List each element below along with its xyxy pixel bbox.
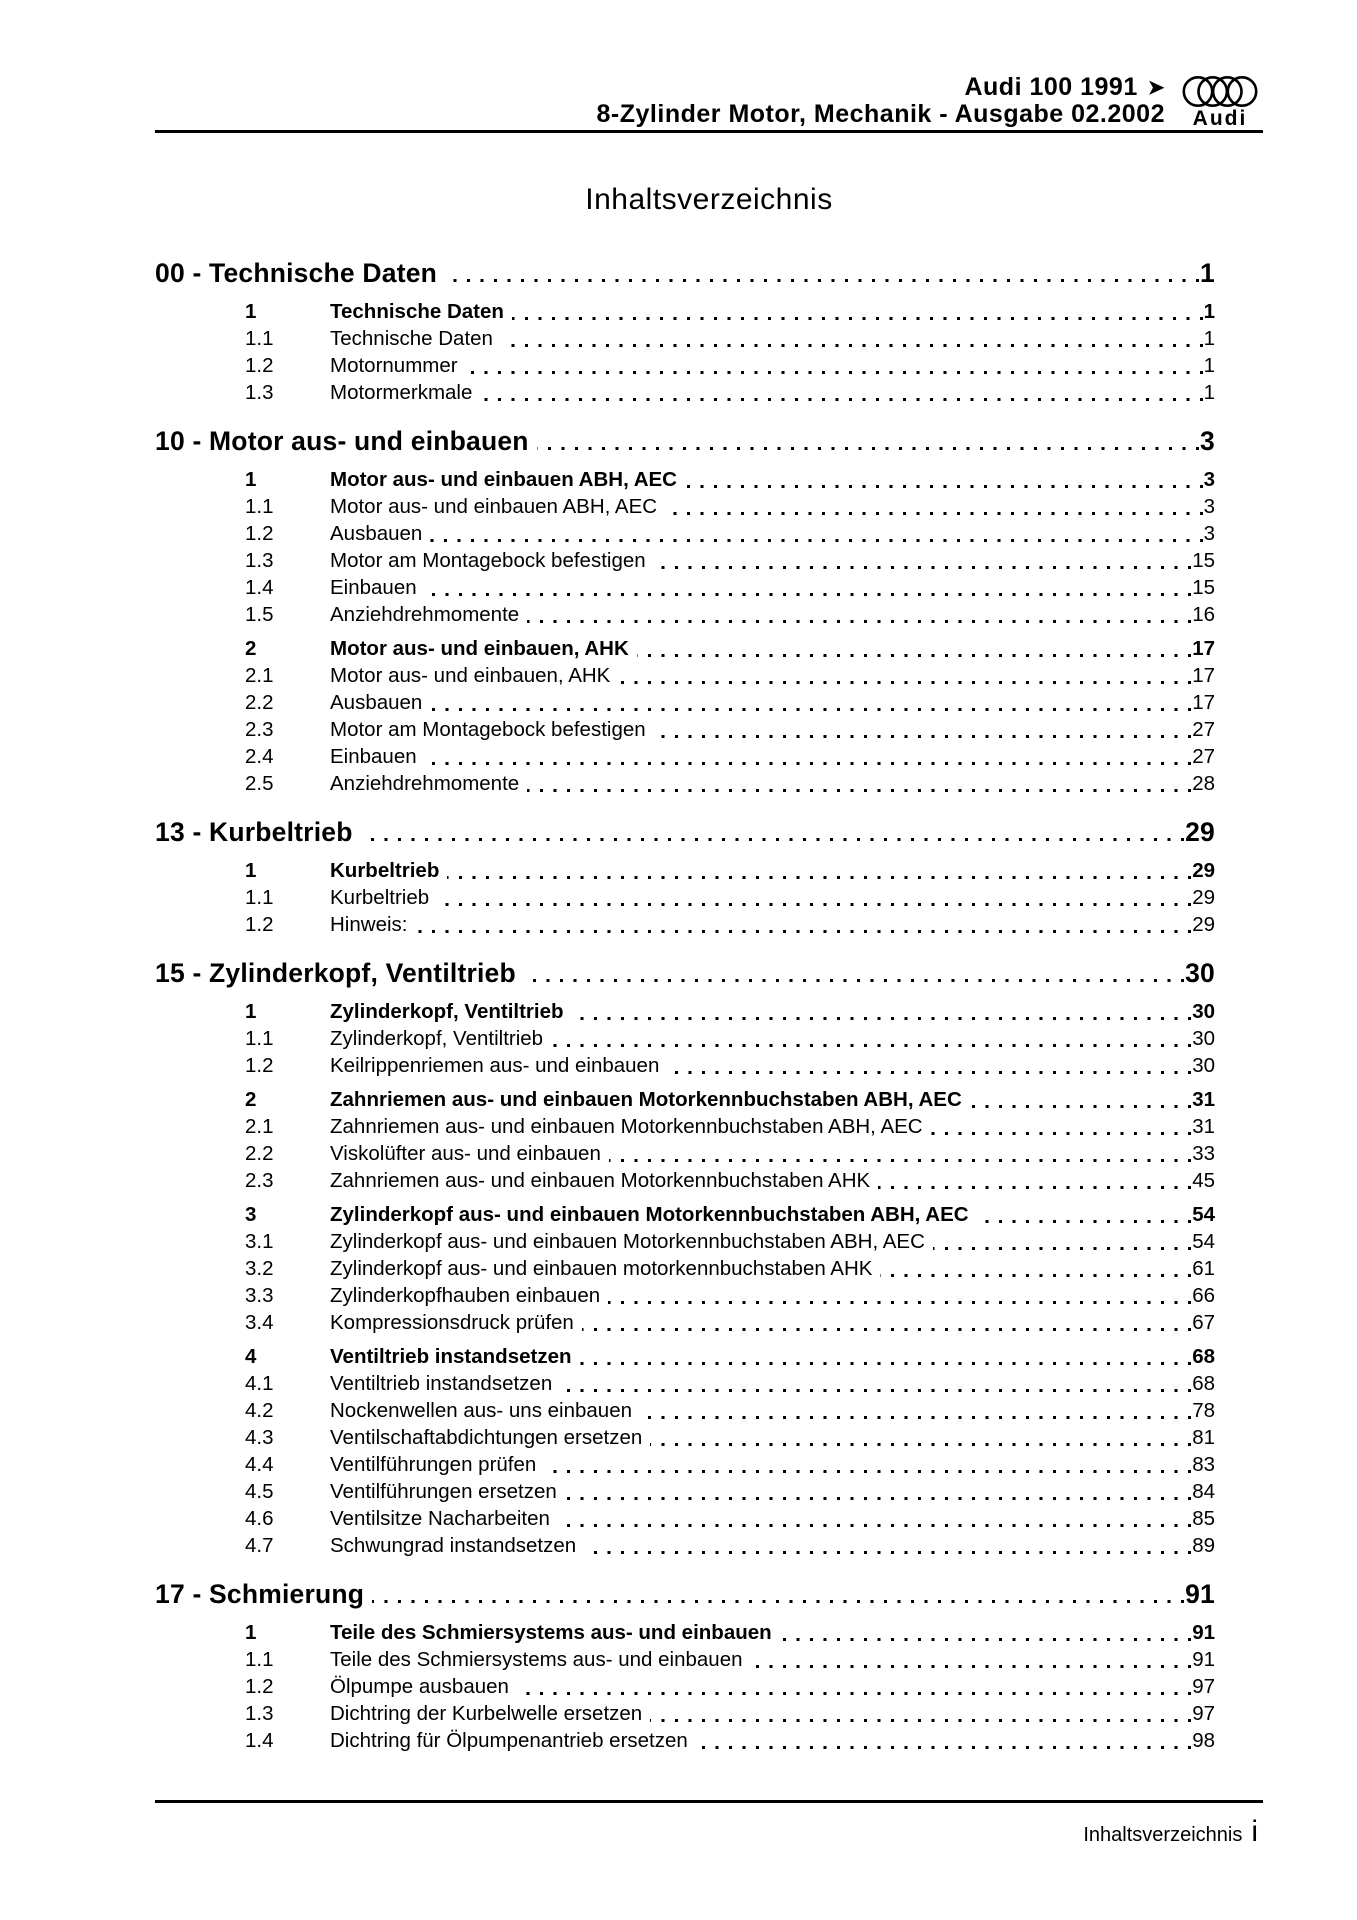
toc-entry	[245, 1343, 1215, 1370]
dot-leader	[650, 1719, 1191, 1722]
entry-title: Zahnriemen aus- und einbauen Motorkennbuchstaben ABH, AEC	[330, 1115, 923, 1138]
entry-page-number: 68	[1192, 1345, 1215, 1368]
entry-title: Ventilführungen prüfen	[330, 1453, 537, 1476]
toc-entry	[245, 574, 1215, 601]
toc-entry	[245, 1309, 1215, 1336]
entry-number: 1.2	[245, 354, 274, 377]
dot-leader	[558, 1524, 1191, 1527]
dot-leader	[880, 1274, 1191, 1277]
toc-entry	[245, 998, 1215, 1025]
toc-entry	[245, 325, 1215, 352]
entry-number: 4.3	[245, 1426, 274, 1449]
toc-section-header	[155, 958, 1215, 988]
entry-page-number: 15	[1192, 549, 1215, 572]
entry-title: Motor aus- und einbauen, AHK	[330, 637, 629, 660]
entry-title: Einbauen	[330, 576, 417, 599]
entry-title: Motor aus- und einbauen ABH, AEC	[330, 468, 677, 491]
entry-page-number: 85	[1192, 1507, 1215, 1530]
entry-number: 2.2	[245, 691, 274, 714]
dot-leader	[466, 371, 1203, 374]
entry-number: 1	[245, 1000, 257, 1023]
entry-title: Anziehdrehmomente	[330, 772, 520, 795]
dot-leader	[970, 1105, 1191, 1108]
section-entries	[245, 466, 1215, 797]
dot-leader	[445, 279, 1199, 282]
dot-leader	[517, 1692, 1191, 1695]
dot-leader	[878, 1186, 1191, 1189]
entry-title: Motor aus- und einbauen ABH, AEC	[330, 495, 658, 518]
entry-title: Motor aus- und einbauen, AHK	[330, 664, 611, 687]
entry-number: 1.2	[245, 1675, 274, 1698]
entry-number: 1.1	[245, 1648, 274, 1671]
header-model-line	[597, 74, 1165, 101]
entry-page-number: 1	[1203, 327, 1215, 350]
toc-entry	[245, 520, 1215, 547]
entry-page-number: 15	[1192, 576, 1215, 599]
section-entries	[245, 998, 1215, 1559]
toc-entry	[245, 716, 1215, 743]
entry-number: 3.2	[245, 1257, 274, 1280]
toc-section	[155, 1579, 1215, 1754]
entry-title: Ausbauen	[330, 522, 423, 545]
entry-number: 4.2	[245, 1399, 274, 1422]
entry-page-number: 31	[1192, 1088, 1215, 1111]
dot-leader	[667, 1071, 1191, 1074]
entry-title: Zylinderkopfhauben einbauen	[330, 1284, 601, 1307]
entry-number: 1.1	[245, 1027, 274, 1050]
entry-page-number: 30	[1192, 1054, 1215, 1077]
entry-title: Teile des Schmiersystems aus- und einbauen	[330, 1621, 772, 1644]
entry-number: 3.4	[245, 1311, 274, 1334]
toc-entry	[245, 1086, 1215, 1113]
entry-number: 2.1	[245, 664, 274, 687]
dot-leader	[650, 1443, 1191, 1446]
entry-title: Dichtring für Ölpumpenantrieb ersetzen	[330, 1729, 688, 1752]
toc-entry	[245, 1451, 1215, 1478]
dot-leader	[437, 903, 1191, 906]
footer-text	[155, 1815, 1263, 1848]
entry-number: 3.1	[245, 1230, 274, 1253]
page-title: Inhaltsverzeichnis	[585, 183, 833, 216]
footer-page-number: i	[1251, 1815, 1258, 1848]
dot-leader	[480, 398, 1202, 401]
toc-entry	[245, 1532, 1215, 1559]
entry-title: Zylinderkopf aus- und einbauen Motorkennbuchstaben ABH, AEC	[330, 1230, 925, 1253]
toc-entry	[245, 379, 1215, 406]
header-text	[597, 74, 1165, 128]
entry-page-number: 30	[1192, 1000, 1215, 1023]
entry-number: 1.3	[245, 381, 274, 404]
section-page-number: 3	[1200, 426, 1215, 456]
toc-entry	[245, 1255, 1215, 1282]
entry-title: Dichtring der Kurbelwelle ersetzen	[330, 1702, 643, 1725]
toc-section	[155, 258, 1215, 406]
audi-rings-icon	[1182, 75, 1258, 108]
toc-entry	[245, 1505, 1215, 1532]
dot-leader	[361, 838, 1185, 841]
entry-title: Zylinderkopf, Ventiltrieb	[330, 1000, 564, 1023]
entry-number: 1.1	[245, 495, 274, 518]
dot-leader	[618, 681, 1191, 684]
entry-number: 1.4	[245, 576, 274, 599]
entry-number: 4.1	[245, 1372, 274, 1395]
entry-title: Kurbeltrieb	[330, 859, 440, 882]
section-page-number: 29	[1185, 817, 1215, 847]
entry-number: 1.3	[245, 1702, 274, 1725]
entry-title: Technische Daten	[330, 327, 493, 350]
dot-leader	[665, 512, 1203, 515]
entry-page-number: 67	[1192, 1311, 1215, 1334]
entry-title: Schwungrad instandsetzen	[330, 1534, 577, 1557]
page-header	[155, 58, 1263, 133]
entry-number: 2.3	[245, 718, 274, 741]
toc-entry	[245, 770, 1215, 797]
entry-page-number: 54	[1192, 1230, 1215, 1253]
toc-entry	[245, 493, 1215, 520]
dot-leader	[425, 762, 1192, 765]
toc-entry	[245, 1700, 1215, 1727]
section-label: 00 - Technische Daten	[155, 258, 438, 288]
entry-title: Ventiltrieb instandsetzen	[330, 1372, 553, 1395]
dot-leader	[608, 1301, 1191, 1304]
dot-leader	[447, 876, 1191, 879]
toc-entry	[245, 635, 1215, 662]
dot-leader	[524, 979, 1184, 982]
entry-number: 2.3	[245, 1169, 274, 1192]
entry-title: Ventilführungen ersetzen	[330, 1480, 557, 1503]
entry-title: Viskolüfter aus- und einbauen	[330, 1142, 601, 1165]
toc-entry	[245, 547, 1215, 574]
entry-title: Ventiltrieb instandsetzen	[330, 1345, 572, 1368]
footer-label: Inhaltsverzeichnis	[1083, 1824, 1243, 1846]
dot-leader	[415, 930, 1191, 933]
toc-entry	[245, 1619, 1215, 1646]
entry-page-number: 16	[1192, 603, 1215, 626]
toc-entry	[245, 352, 1215, 379]
toc-entry	[245, 1228, 1215, 1255]
entry-number: 3	[245, 1203, 257, 1226]
entry-number: 1	[245, 468, 257, 491]
entry-number: 3.3	[245, 1284, 274, 1307]
entry-page-number: 83	[1192, 1453, 1215, 1476]
toc-entry	[245, 1673, 1215, 1700]
entry-page-number: 91	[1192, 1621, 1215, 1644]
entry-number: 1.5	[245, 603, 274, 626]
entry-page-number: 17	[1192, 664, 1215, 687]
dot-leader	[425, 593, 1192, 596]
section-label: 13 - Kurbeltrieb	[155, 817, 353, 847]
entry-title: Zylinderkopf aus- und einbauen motorkennbuchstaben AHK	[330, 1257, 873, 1280]
toc-entry	[245, 1025, 1215, 1052]
section-entries	[245, 857, 1215, 938]
toc-entry	[245, 1052, 1215, 1079]
entry-title: Ventilschaftabdichtungen ersetzen	[330, 1426, 643, 1449]
entry-page-number: 68	[1192, 1372, 1215, 1395]
entry-page-number: 3	[1203, 522, 1215, 545]
entry-number: 1	[245, 1621, 257, 1644]
toc-entry	[245, 857, 1215, 884]
section-label: 10 - Motor aus- und einbauen	[155, 426, 529, 456]
toc-section-header	[155, 817, 1215, 847]
toc-entry	[245, 689, 1215, 716]
entry-page-number: 33	[1192, 1142, 1215, 1165]
entry-number: 2.5	[245, 772, 274, 795]
dot-leader	[430, 539, 1202, 542]
dot-leader	[527, 620, 1191, 623]
section-label: 15 - Zylinderkopf, Ventiltrieb	[155, 958, 516, 988]
entry-title: Technische Daten	[330, 300, 504, 323]
entry-number: 1	[245, 300, 257, 323]
entry-title: Keilrippenriemen aus- und einbauen	[330, 1054, 660, 1077]
entry-page-number: 17	[1192, 691, 1215, 714]
entry-number: 4.5	[245, 1480, 274, 1503]
dot-leader	[609, 1159, 1191, 1162]
toc-section-header	[155, 426, 1215, 456]
dot-leader	[430, 708, 1191, 711]
dot-leader	[654, 735, 1192, 738]
toc-section	[155, 958, 1215, 1559]
entry-page-number: 84	[1192, 1480, 1215, 1503]
entry-title: Anziehdrehmomente	[330, 603, 520, 626]
entry-title: Zylinderkopf, Ventiltrieb	[330, 1027, 544, 1050]
toc-entry	[245, 601, 1215, 628]
toc-entry	[245, 1167, 1215, 1194]
entry-title: Motor am Montagebock befestigen	[330, 718, 646, 741]
toc-entry	[245, 1370, 1215, 1397]
toc-entry	[245, 1646, 1215, 1673]
arrow-right-icon: ➤	[1147, 76, 1165, 99]
entry-page-number: 28	[1192, 772, 1215, 795]
entry-title: Einbauen	[330, 745, 417, 768]
dot-leader	[565, 1497, 1191, 1500]
toc-entry	[245, 1282, 1215, 1309]
dot-leader	[637, 654, 1191, 657]
dot-leader	[372, 1600, 1184, 1603]
toc-entry	[245, 1478, 1215, 1505]
dot-leader	[780, 1638, 1192, 1641]
entry-number: 2	[245, 1088, 257, 1111]
toc-entry	[245, 466, 1215, 493]
dot-leader	[584, 1551, 1191, 1554]
footer-rule	[155, 1800, 1263, 1803]
toc-entry	[245, 1727, 1215, 1754]
dot-leader	[544, 1470, 1191, 1473]
entry-page-number: 91	[1192, 1648, 1215, 1671]
entry-page-number: 3	[1203, 468, 1215, 491]
entry-page-number: 29	[1192, 859, 1215, 882]
entry-page-number: 31	[1192, 1115, 1215, 1138]
header-model: Audi 100 1991	[964, 73, 1138, 101]
entry-number: 4.7	[245, 1534, 274, 1557]
toc-entry	[245, 1140, 1215, 1167]
toc-section	[155, 426, 1215, 797]
entry-number: 1.2	[245, 913, 274, 936]
entry-page-number: 29	[1192, 913, 1215, 936]
entry-page-number: 1	[1203, 300, 1215, 323]
toc-entry	[245, 1113, 1215, 1140]
entry-title: Kompressionsdruck prüfen	[330, 1311, 574, 1334]
entry-page-number: 89	[1192, 1534, 1215, 1557]
dot-leader	[640, 1416, 1191, 1419]
entry-title: Hinweis:	[330, 913, 408, 936]
section-page-number: 1	[1200, 258, 1215, 288]
toc-entry	[245, 1201, 1215, 1228]
toc-section-header	[155, 1579, 1215, 1609]
entry-page-number: 29	[1192, 886, 1215, 909]
entry-number: 4.6	[245, 1507, 274, 1530]
audi-logo	[1181, 75, 1259, 129]
entry-page-number: 81	[1192, 1426, 1215, 1449]
entry-title: Kurbeltrieb	[330, 886, 430, 909]
toc-entry	[245, 911, 1215, 938]
entry-title: Motormerkmale	[330, 381, 473, 404]
toc-entry	[245, 1397, 1215, 1424]
entry-number: 1.2	[245, 522, 274, 545]
entry-page-number: 1	[1203, 354, 1215, 377]
entry-number: 2.2	[245, 1142, 274, 1165]
entry-number: 4	[245, 1345, 257, 1368]
toc-entry	[245, 662, 1215, 689]
entry-title: Motornummer	[330, 354, 458, 377]
dot-leader	[572, 1017, 1192, 1020]
entry-page-number: 27	[1192, 718, 1215, 741]
entry-number: 1.1	[245, 886, 274, 909]
toc-section-header	[155, 258, 1215, 288]
toc-entry	[245, 298, 1215, 325]
dot-leader	[501, 344, 1203, 347]
entry-title: Zylinderkopf aus- und einbauen Motorkennbuchstaben ABH, AEC	[330, 1203, 969, 1226]
toc-entry	[245, 884, 1215, 911]
entry-page-number: 61	[1192, 1257, 1215, 1280]
toc	[155, 258, 1263, 1754]
entry-page-number: 17	[1192, 637, 1215, 660]
entry-title: Nockenwellen aus- uns einbauen	[330, 1399, 633, 1422]
entry-page-number: 66	[1192, 1284, 1215, 1307]
entry-page-number: 97	[1192, 1702, 1215, 1725]
toc-section	[155, 817, 1215, 938]
header-subtitle: 8-Zylinder Motor, Mechanik - Ausgabe 02.2002	[596, 100, 1165, 128]
entry-title: Zahnriemen aus- und einbauen Motorkennbuchstaben AHK	[330, 1169, 871, 1192]
entry-number: 1.1	[245, 327, 274, 350]
entry-page-number: 98	[1192, 1729, 1215, 1752]
entry-page-number: 78	[1192, 1399, 1215, 1422]
entry-page-number: 1	[1203, 381, 1215, 404]
entry-title: Motor am Montagebock befestigen	[330, 549, 646, 572]
dot-leader	[751, 1665, 1192, 1668]
dot-leader	[527, 789, 1191, 792]
dot-leader	[512, 317, 1203, 320]
entry-page-number: 27	[1192, 745, 1215, 768]
entry-title: Zahnriemen aus- und einbauen Motorkennbuchstaben ABH, AEC	[330, 1088, 962, 1111]
entry-number: 2	[245, 637, 257, 660]
entry-number: 4.4	[245, 1453, 274, 1476]
entry-page-number: 45	[1192, 1169, 1215, 1192]
entry-page-number: 54	[1192, 1203, 1215, 1226]
dot-leader	[696, 1746, 1191, 1749]
entry-page-number: 97	[1192, 1675, 1215, 1698]
toc-entry	[245, 743, 1215, 770]
section-page-number: 91	[1185, 1579, 1215, 1609]
dot-leader	[685, 485, 1203, 488]
dot-leader	[931, 1132, 1192, 1135]
entry-number: 2.1	[245, 1115, 274, 1138]
entry-page-number: 3	[1203, 495, 1215, 518]
dot-leader	[977, 1220, 1192, 1223]
entry-number: 1	[245, 859, 257, 882]
dot-leader	[560, 1389, 1191, 1392]
entry-page-number: 30	[1192, 1027, 1215, 1050]
section-label: 17 - Schmierung	[155, 1579, 365, 1609]
dot-leader	[582, 1328, 1191, 1331]
section-entries	[245, 298, 1215, 406]
section-entries	[245, 1619, 1215, 1754]
dot-leader	[654, 566, 1192, 569]
entry-number: 1.4	[245, 1729, 274, 1752]
dot-leader	[551, 1044, 1191, 1047]
entry-number: 1.3	[245, 549, 274, 572]
toc-entry	[245, 1424, 1215, 1451]
entry-number: 1.2	[245, 1054, 274, 1077]
entry-number: 2.4	[245, 745, 274, 768]
dot-leader	[537, 447, 1199, 450]
dot-leader	[933, 1247, 1191, 1250]
audi-wordmark: Audi	[1192, 107, 1248, 130]
page-footer	[155, 1800, 1263, 1847]
entry-title: Ölpumpe ausbauen	[330, 1675, 509, 1698]
dot-leader	[580, 1362, 1192, 1365]
entry-title: Ausbauen	[330, 691, 423, 714]
entry-title: Teile des Schmiersystems aus- und einbauen	[330, 1648, 743, 1671]
section-page-number: 30	[1185, 958, 1215, 988]
entry-title: Ventilsitze Nacharbeiten	[330, 1507, 550, 1530]
